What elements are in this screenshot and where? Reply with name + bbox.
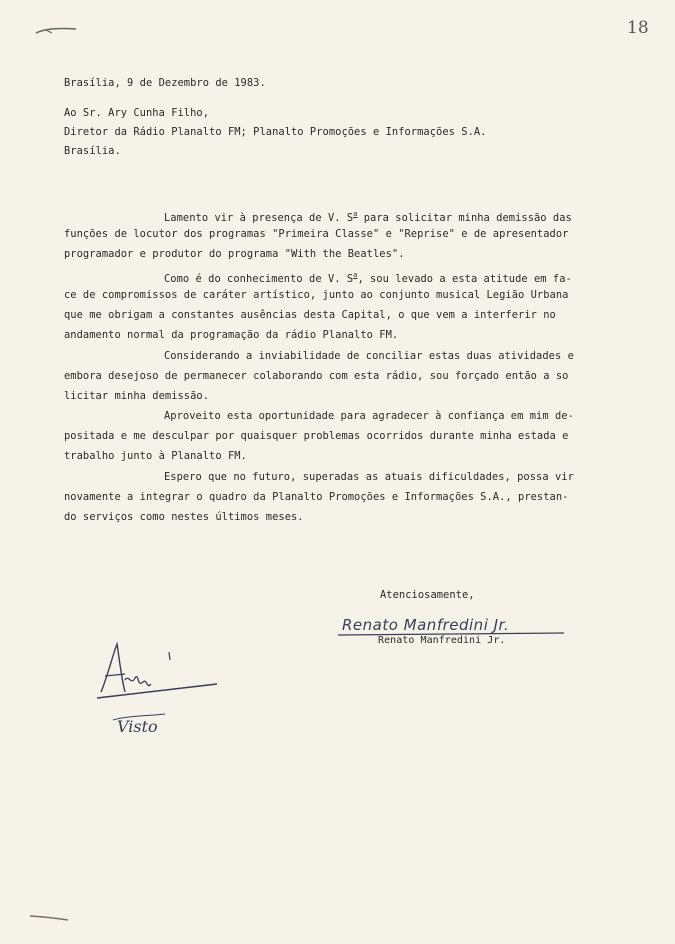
paragraph-line: programador e produtor do programa "With the Beatles". (64, 248, 405, 260)
visto-note: Visto (117, 717, 158, 736)
recipient-line: Ao Sr. Ary Cunha Filho, (64, 107, 210, 119)
paragraph-line: Lamento vir à presença de V. $S^a$ para solicitar minha demissão das (164, 210, 572, 224)
paragraph-line: Como é do conhecimento de V. $S^a$, sou levado a esta atitude em fa- (164, 271, 572, 285)
closing-salutation: Atenciosamente, (380, 589, 475, 601)
paragraph-line: positada e me desculpar por quaisquer problemas ocorridos durante minha estada e (64, 430, 569, 442)
paragraph-5 (64, 467, 606, 527)
paragraph-4 (64, 406, 606, 466)
paragraph-line: funções de locutor dos programas "Primeira Classe" e "Reprise" e de apresentador (64, 228, 569, 240)
paragraph-2 (64, 265, 606, 345)
signature-script: Renato Manfredini Jr. (342, 616, 510, 634)
paragraph-line: licitar minha demissão. (64, 390, 210, 402)
paragraph-1 (64, 204, 606, 264)
paragraph-line: novamente a integrar o quadro da Planalto Promoções e Informações S.A., prestan- (64, 491, 569, 503)
paragraph-line: que me obrigam a constantes ausências desta Capital, o que vem a interferir no (64, 309, 556, 321)
paragraph-line: andamento normal da programação da rádio Planalto FM. (64, 329, 399, 341)
paragraph-line: embora desejoso de permanecer colaborando com esta rádio, sou forçado então a so (64, 370, 569, 382)
typed-signature-name: Renato Manfredini Jr. (378, 635, 506, 646)
paragraph-line: trabalho junto à Planalto FM. (64, 450, 247, 462)
paragraph-line: Considerando a inviabilidade de conciliar estas duas atividades e (164, 350, 574, 362)
paragraph-line: do serviços como nestes últimos meses. (64, 511, 304, 523)
recipient-line: Brasília. (64, 145, 121, 157)
pen-mark-bottom (28, 912, 72, 922)
paragraph-line: Espero que no futuro, superadas as atuais dificuldades, possa vir (164, 471, 574, 483)
paragraph-line: ce de compromissos de caráter artístico, junto ao conjunto musical Legião Urbana (64, 289, 569, 301)
recipient-line: Diretor da Rádio Planalto FM; Planalto Promoções e Informações S.A. (64, 126, 487, 138)
recipient-block (64, 104, 486, 161)
pen-mark-top (34, 24, 80, 38)
page-number: 18 (627, 18, 649, 38)
date-line: Brasília, 9 de Dezembro de 1983. (64, 77, 266, 89)
handwritten-initials-visto (95, 640, 225, 740)
paragraph-line: Aproveito esta oportunidade para agradecer à confiança em mim de- (164, 410, 574, 422)
paragraph-3 (64, 346, 606, 406)
